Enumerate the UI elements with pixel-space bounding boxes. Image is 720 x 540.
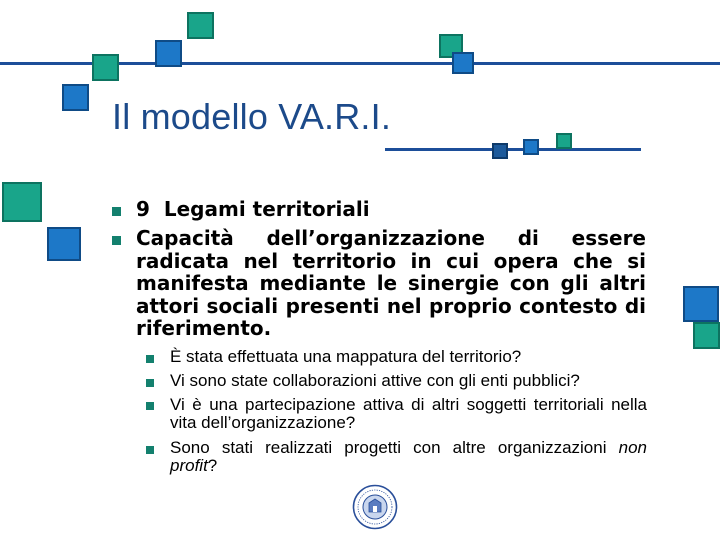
heading-text: Legami territoriali bbox=[163, 197, 370, 221]
decor-square bbox=[2, 182, 42, 222]
decor-square bbox=[523, 139, 539, 155]
square-bullet-icon bbox=[146, 379, 154, 387]
decor-square bbox=[92, 54, 119, 81]
square-bullet-icon bbox=[112, 236, 121, 245]
description-text: Capacità dell’organizzazione di essere radicata nel territorio in cui opera che si manifesta mediante le sinergie con gli altri attori sociali presenti nel proprio contesto di riferimento. bbox=[136, 226, 646, 340]
question-item bbox=[170, 439, 647, 475]
square-bullet-icon bbox=[146, 446, 154, 454]
decor-square bbox=[492, 143, 508, 159]
decor-square bbox=[693, 322, 720, 349]
question-item: Vi è una partecipazione attiva di altri soggetti territoriali nella vita dell’organizzazione? bbox=[170, 395, 647, 432]
question-italic-tail: non profit bbox=[170, 438, 647, 475]
decor-square bbox=[683, 286, 719, 322]
question-item: Vi sono state collaborazioni attive con gli enti pubblici? bbox=[170, 371, 580, 390]
decor-line-title-underline bbox=[385, 148, 641, 151]
question-text: Sono stati realizzati progetti con altre organizzazioni bbox=[170, 438, 607, 457]
decor-square bbox=[155, 40, 182, 67]
question-item: È stata effettuata una mappatura del territorio? bbox=[170, 347, 522, 366]
square-bullet-icon bbox=[146, 402, 154, 410]
heading-number: 9 bbox=[136, 197, 150, 221]
slide-title: Il modello VA.R.I. bbox=[112, 96, 392, 137]
square-bullet-icon bbox=[146, 355, 154, 363]
question-mark: ? bbox=[207, 456, 218, 475]
decor-square bbox=[47, 227, 81, 261]
decor-square bbox=[452, 52, 474, 74]
heading-line bbox=[136, 198, 646, 221]
decor-square bbox=[187, 12, 214, 39]
decor-square bbox=[556, 133, 572, 149]
decor-square bbox=[62, 84, 89, 111]
university-seal-logo bbox=[352, 484, 398, 530]
square-bullet-icon bbox=[112, 207, 121, 216]
